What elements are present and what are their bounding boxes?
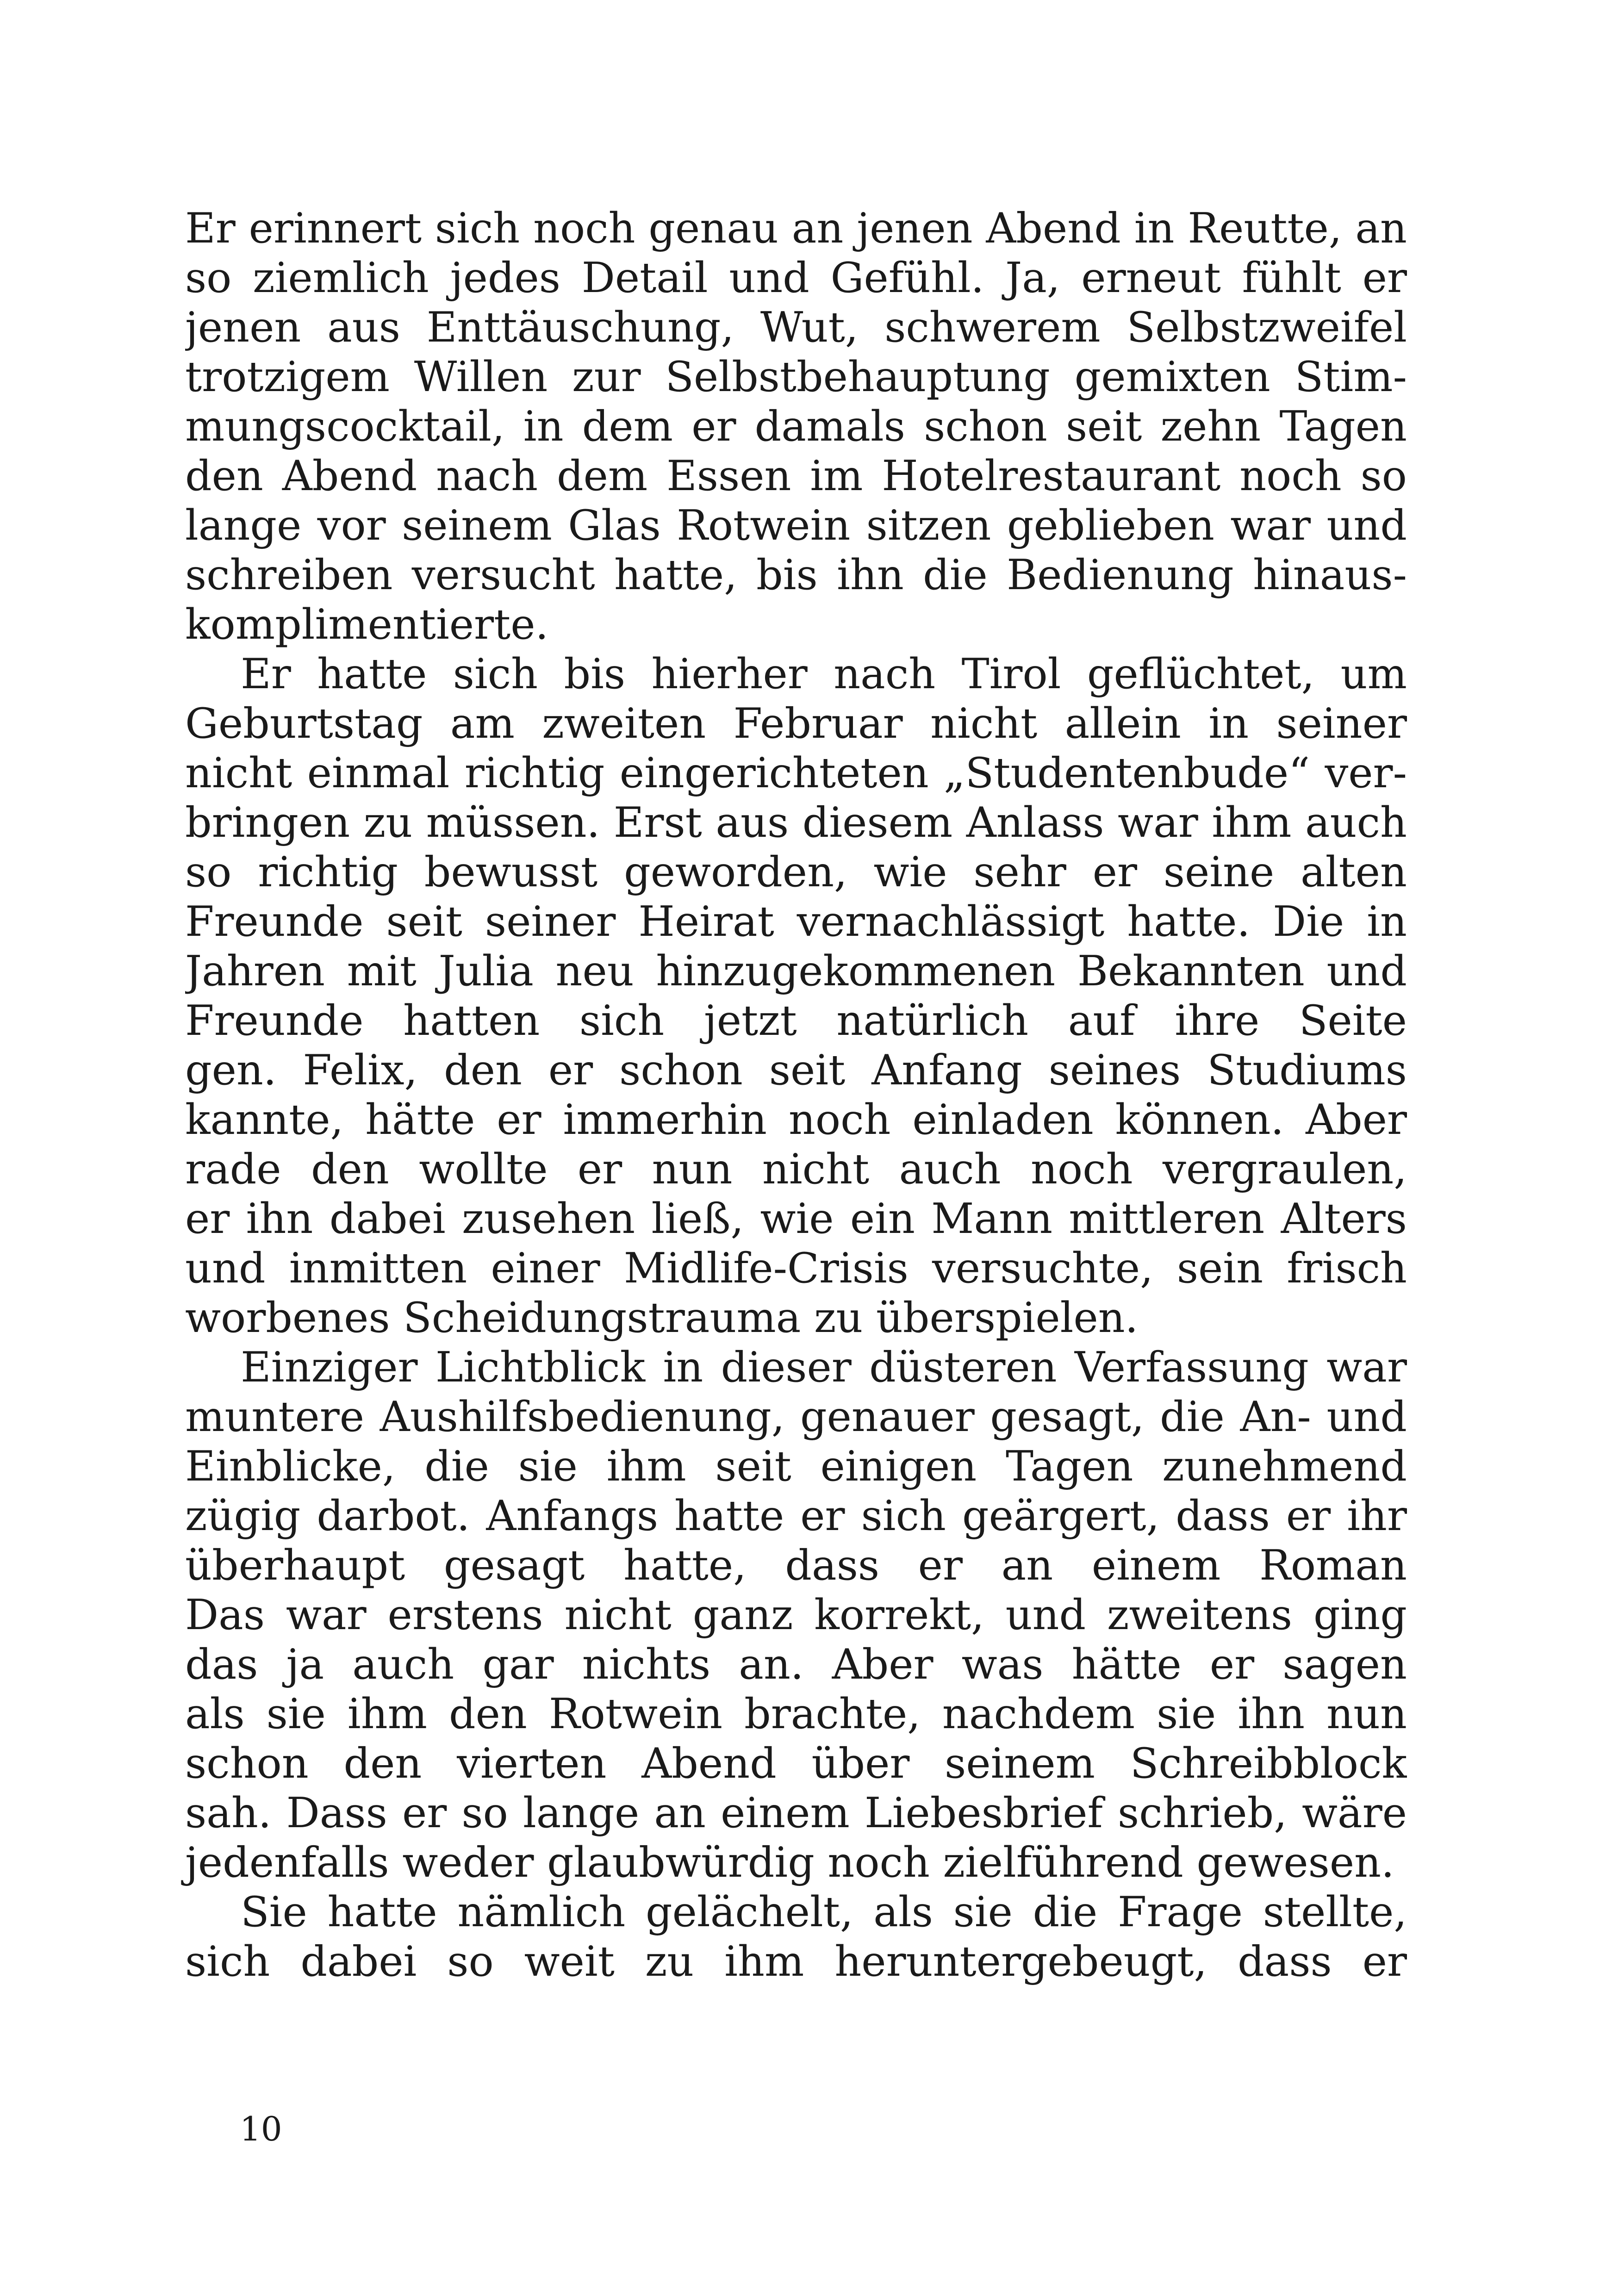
text-line: zügig darbot. Anfangs hatte er sich geärgert, dass er ihr [185, 1492, 1407, 1540]
text-line: mungscocktail, in dem er damals schon seit zehn Tagen [185, 402, 1407, 451]
text-line: rade den wollte er nun nicht auch noch vergraulen, [185, 1145, 1407, 1194]
text-line: nicht einmal richtig eingerichteten „Studentenbude“ ver- [185, 749, 1407, 797]
text-line: Freunde hatten sich jetzt natürlich auf ihre Seite [185, 996, 1407, 1045]
text-line: schon den vierten Abend über seinem Schreibblock [185, 1739, 1407, 1788]
text-line: worbenes Scheidungstrauma zu überspielen. [185, 1294, 1139, 1342]
text-line: Er erinnert sich noch genau an jenen Abend in Reutte, an [185, 204, 1407, 253]
text-line: lange vor seinem Glas Rotwein sitzen geblieben war und [185, 501, 1407, 550]
text-line: bringen zu müssen. Erst aus diesem Anlass war ihm auch [185, 798, 1407, 847]
text-line: muntere Aushilfsbedienung, genauer gesagt, die An- und [185, 1393, 1407, 1441]
body-text [185, 204, 1407, 1986]
page-number: 10 [240, 2109, 282, 2148]
text-line: Freunde seit seiner Heirat vernachlässigt hatte. Die in [185, 897, 1407, 946]
text-line: als sie ihm den Rotwein brachte, nachdem sie ihn nun [185, 1690, 1407, 1738]
text-line: den Abend nach dem Essen im Hotelrestaurant noch so [185, 452, 1407, 500]
text-line: trotzigem Willen zur Selbstbehauptung gemixten Stim- [185, 353, 1407, 401]
text-line: er ihn dabei zusehen ließ, wie ein Mann mittleren Alters [185, 1195, 1407, 1243]
text-line: Er hatte sich bis hierher nach Tirol geflüchtet, um [241, 650, 1407, 698]
text-line: Jahren mit Julia neu hinzugekommenen Bekannten und [185, 947, 1407, 996]
text-line: Geburtstag am zweiten Februar nicht allein in seiner [185, 699, 1407, 748]
text-line: sah. Dass er so lange an einem Liebesbrief schrieb, wäre [185, 1789, 1407, 1837]
text-line: kannte, hätte er immerhin noch einladen können. Aber [185, 1095, 1407, 1144]
text-line: gen. Felix, den er schon seit Anfang seines Studiums [185, 1046, 1407, 1095]
text-line: Das war erstens nicht ganz korrekt, und zweitens ging [185, 1591, 1407, 1639]
text-line: komplimentierte. [185, 600, 549, 649]
text-line: so ziemlich jedes Detail und Gefühl. Ja, erneut fühlt er [185, 254, 1407, 302]
text-line: jedenfalls weder glaubwürdig noch zielführend gewesen. [185, 1838, 1394, 1887]
text-line: schreiben versucht hatte, bis ihn die Bedienung hinaus- [185, 551, 1407, 599]
text-line: sich dabei so weit zu ihm heruntergebeugt, dass er [185, 1937, 1407, 1986]
text-line: so richtig bewusst geworden, wie sehr er seine alten [185, 848, 1407, 896]
text-line: und inmitten einer Midlife-Crisis versuchte, sein frisch [185, 1244, 1407, 1293]
text-line: Einziger Lichtblick in dieser düsteren Verfassung war [241, 1343, 1407, 1392]
text-line: das ja auch gar nichts an. Aber was hätte er sagen [185, 1640, 1407, 1689]
text-line: jenen aus Enttäuschung, Wut, schwerem Selbstzweifel [185, 303, 1407, 352]
text-line: überhaupt gesagt hatte, dass er an einem Roman [185, 1541, 1407, 1590]
text-line: Einblicke, die sie ihm seit einigen Tagen zunehmend [185, 1442, 1407, 1491]
text-line: Sie hatte nämlich gelächelt, als sie die Frage stellte, [241, 1888, 1407, 1936]
